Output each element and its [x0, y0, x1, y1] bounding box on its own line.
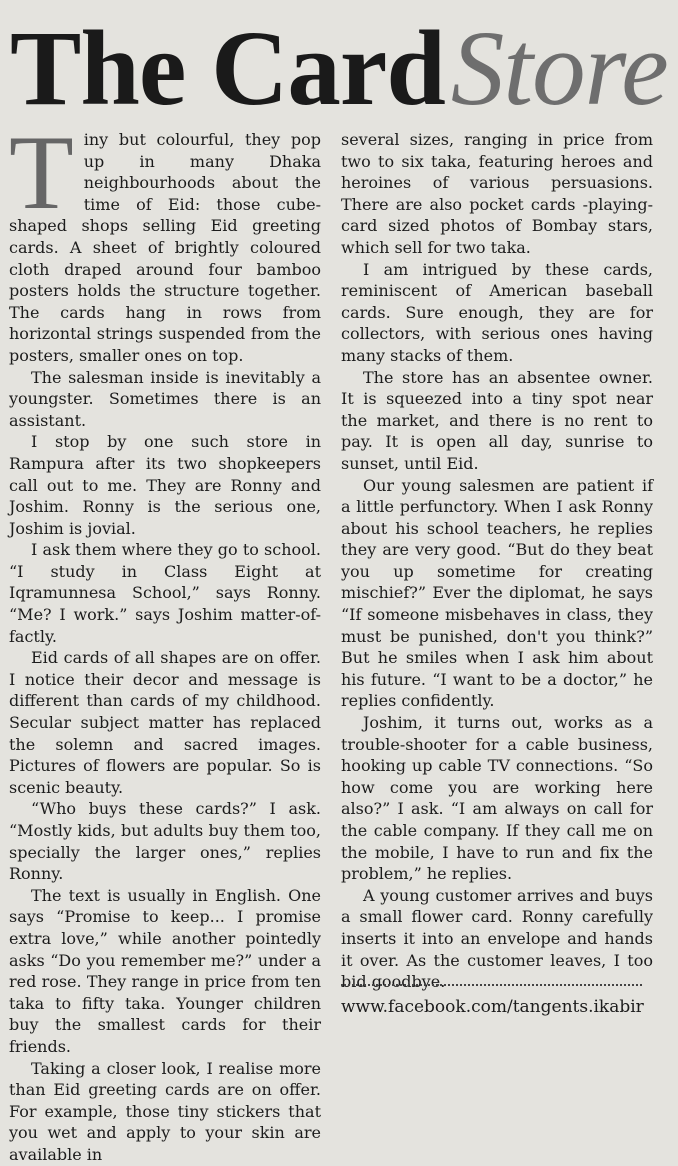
- article-paragraph: [9, 114, 321, 367]
- article-paragraph: I ask them where they go to school. “I study in Class Eight at Iqramunnesa School,” says Ronny. “Me? I work.” says Joshim matter-of-factly.: [9, 540, 321, 646]
- article-paragraph: Our young salesmen are patient if a little perfunctory. When I ask Ronny about his school teachers, he replies they are very good. “But do they beat you up sometime for creating mischief?” Ever the diplomat, he says “If someone misbehaves in class, they must be punished, don't you think?” But he smiles when I ask him about his future. “I want to be a doctor,” he replies confidently.: [341, 475, 653, 711]
- author-url: www.facebook.com/tangents.ikabir: [341, 997, 644, 1017]
- article-paragraph: several sizes, ranging in price from two to six taka, featuring heroes and heroines of various persuasions. There are also pocket cards -playing-card sized photos of Bombay stars, which sell for two taka.: [341, 130, 653, 257]
- title-main: The Card: [10, 10, 445, 128]
- article-paragraph: “Who buys these cards?” I ask. “Mostly kids, but adults buy them too, specially the larger ones,” replies Ronny.: [9, 799, 321, 884]
- paragraph-text: iny but colourful, they pop up in many Dhaka neighbourhoods about the time of Eid: those cube-shaped shops selling Eid greeting cards. A sheet of brightly coloured cloth draped around four bamboo posters holds the structure together. The cards hang in rows from horizontal strings suspended from the posters, smaller ones on top.: [9, 130, 321, 365]
- title-accent: Store: [450, 10, 668, 128]
- article-paragraph: I am intrigued by these cards, reminiscent of American baseball cards. Sure enough, they are for collectors, with serious ones having many stacks of them.: [341, 259, 653, 365]
- article-column-left: [9, 114, 321, 1166]
- article-paragraph: The text is usually in English. One says “Promise to keep... I promise extra love,” while another pointedly asks “Do you remember me?” under a red rose. They range in price from ten taka to fifty taka. Younger children buy the smallest cards for their friends.: [9, 885, 321, 1056]
- dotted-divider: [341, 984, 642, 986]
- article-paragraph: The store has an absentee owner. It is squeezed into a tiny spot near the market, and there is no rent to pay. It is open all day, sunrise to sunset, until Eid.: [341, 367, 653, 473]
- article-paragraph: A young customer arrives and buys a small flower card. Ronny carefully inserts it into an envelope and hands it over. As the customer leaves, I too bid goodbye.: [341, 885, 653, 992]
- article-title: [10, 10, 668, 128]
- article-paragraph: Joshim, it turns out, works as a trouble-shooter for a cable business, hooking up cable TV connections. “So how come you are working here also?” I ask. “I am always on call for the cable company. If they call me on the mobile, I have to run and fix the problem,” he replies.: [341, 713, 653, 884]
- article-paragraph: The salesman inside is inevitably a youngster. Sometimes there is an assistant.: [9, 367, 321, 430]
- article-paragraph: I stop by one such store in Rampura after its two shopkeepers call out to me. They are Ronny and Joshim. Ronny is the serious one, Joshim is jovial.: [9, 432, 321, 538]
- article-column-right: [341, 129, 653, 993]
- article-paragraph: Eid cards of all shapes are on offer. I notice their decor and message is different than cards of my childhood. Secular subject matter has replaced the solemn and sacred images. Pictures of flowers are popular. So is scenic beauty.: [9, 648, 321, 797]
- article-paragraph: Taking a closer look, I realise more than Eid greeting cards are on offer. For example, those tiny stickers that you wet and apply to your skin are available in: [9, 1058, 321, 1164]
- drop-cap: T: [9, 114, 74, 231]
